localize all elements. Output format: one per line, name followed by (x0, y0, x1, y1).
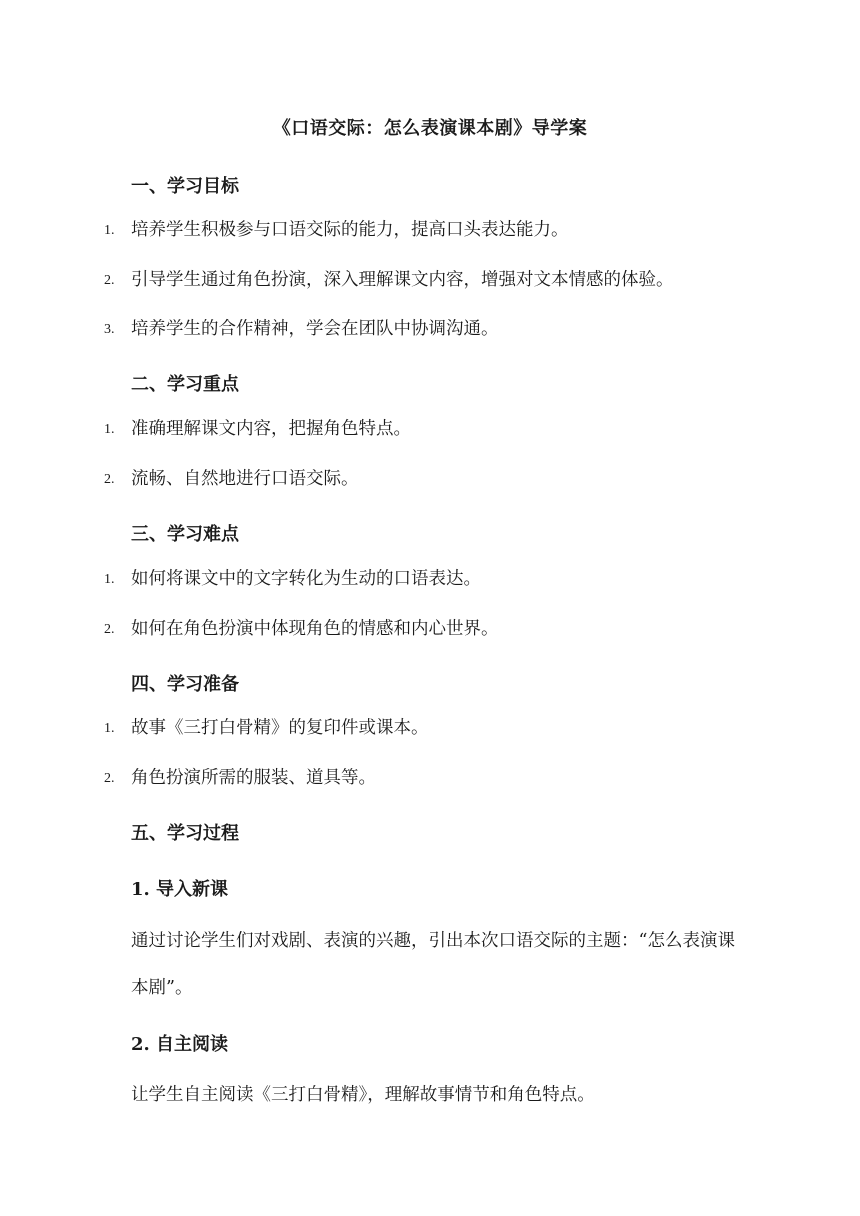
list-item (104, 315, 499, 340)
list-item (104, 415, 411, 440)
document-title: 《口语交际：怎么表演课本剧》导学案 (272, 118, 588, 139)
section-heading-difficulties: 三、学习难点 (131, 524, 239, 545)
item-number: 2. (104, 771, 115, 786)
item-text: 培养学生积极参与口语交际的能力，提高口头表达能力。 (131, 220, 569, 240)
item-number: 1. (104, 223, 115, 238)
subsection-heading-reading: 2. 自主阅读 (131, 1034, 229, 1055)
item-number: 1. (104, 572, 115, 587)
item-text: 准确理解课文内容，把握角色特点。 (131, 419, 411, 439)
list-item (104, 266, 674, 291)
item-number: 1. (104, 721, 115, 736)
item-text: 角色扮演所需的服装、道具等。 (131, 768, 376, 788)
subsection-heading-intro: 1. 导入新课 (131, 879, 229, 900)
item-text: 故事《三打白骨精》的复印件或课本。 (131, 718, 429, 738)
section-heading-objectives: 一、学习目标 (131, 176, 239, 197)
list-item (104, 565, 481, 590)
paragraph: 通过讨论学生们对戏剧、表演的兴趣，引出本次口语交际的主题：“怎么表演课本剧”。 (131, 931, 735, 998)
item-text: 培养学生的合作精神，学会在团队中协调沟通。 (131, 319, 499, 339)
item-number: 1. (104, 422, 115, 437)
item-number: 3. (104, 322, 115, 337)
list-item (104, 615, 499, 640)
paragraph: 让学生自主阅读《三打白骨精》，理解故事情节和角色特点。 (131, 1085, 595, 1105)
list-item (104, 764, 376, 789)
item-text: 引导学生通过角色扮演，深入理解课文内容，增强对文本情感的体验。 (131, 270, 674, 290)
list-item (104, 714, 429, 739)
item-number: 2. (104, 273, 115, 288)
item-text: 如何将课文中的文字转化为生动的口语表达。 (131, 569, 481, 589)
item-text: 流畅、自然地进行口语交际。 (131, 469, 359, 489)
item-text: 如何在角色扮演中体现角色的情感和内心世界。 (131, 619, 499, 639)
section-heading-process: 五、学习过程 (131, 823, 239, 844)
section-heading-key-points: 二、学习重点 (131, 374, 239, 395)
item-number: 2. (104, 622, 115, 637)
section-heading-preparation: 四、学习准备 (131, 674, 239, 695)
list-item (104, 216, 569, 241)
item-number: 2. (104, 472, 115, 487)
list-item (104, 465, 359, 490)
